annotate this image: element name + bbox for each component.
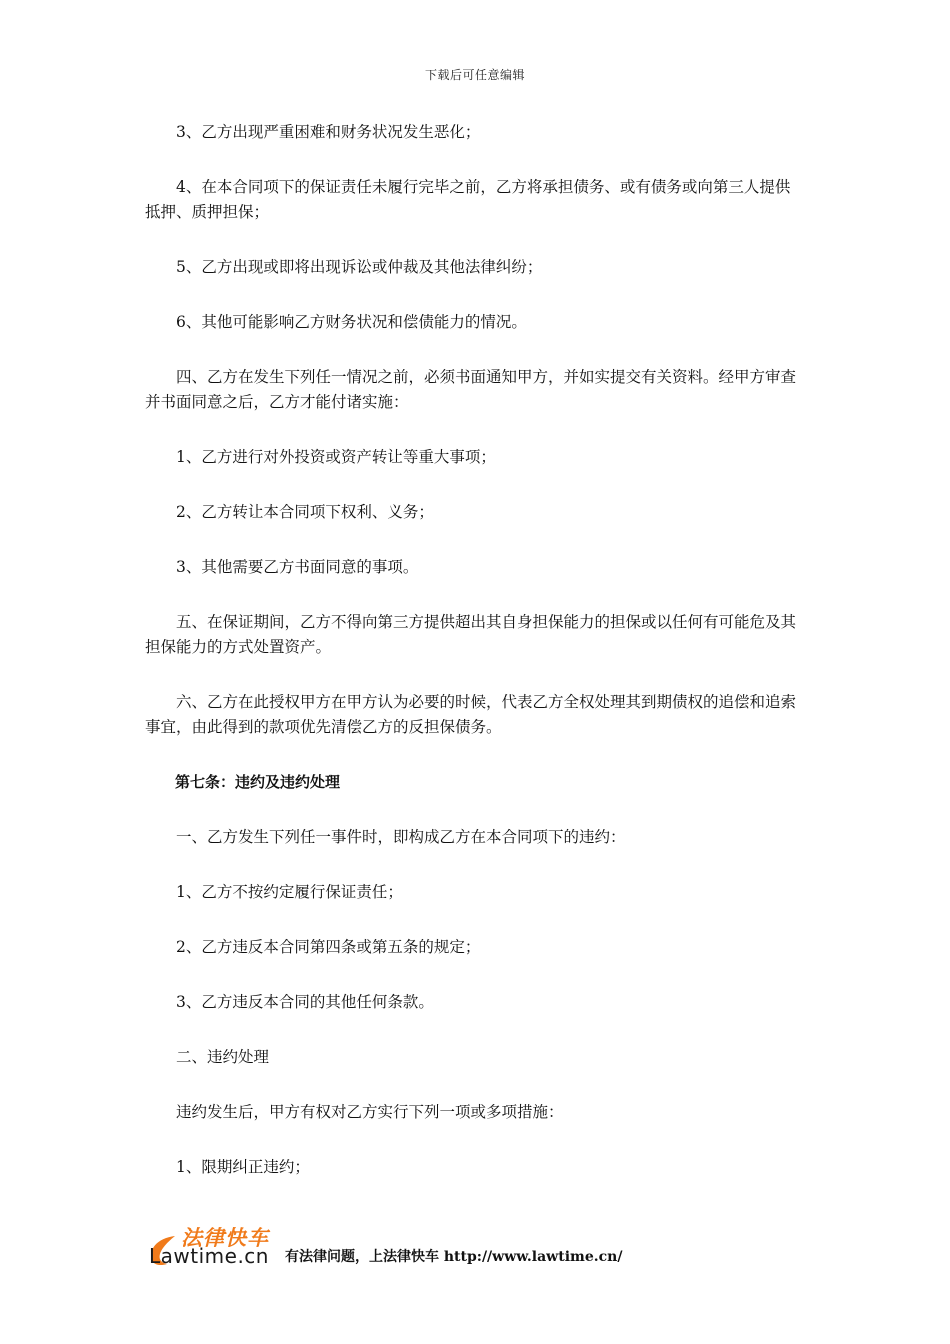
paragraph: 6、其他可能影响乙方财务状况和偿债能力的情况。 [176, 313, 527, 331]
lawtime-logo[interactable] [145, 1222, 285, 1270]
paragraph: 违约发生后，甲方有权对乙方实行下列一项或多项措施： [176, 1103, 564, 1121]
paragraph: 2、乙方转让本合同项下权利、义务； [176, 503, 434, 521]
paragraph: 4、在本合同项下的保证责任未履行完毕之前，乙方将承担债务、或有债务或向第三人提供抵押、质押担保； [145, 178, 791, 221]
paragraph: 一、乙方发生下列任一事件时，即构成乙方在本合同项下的违约： [176, 828, 626, 846]
paragraph: 2、乙方违反本合同第四条或第五条的规定； [176, 938, 481, 956]
paragraph: 3、乙方违反本合同的其他任何条款。 [176, 993, 434, 1011]
paragraph: 5、乙方出现或即将出现诉讼或仲裁及其他法律纠纷； [176, 258, 543, 276]
paragraph: 四、乙方在发生下列任一情况之前，必须书面通知甲方，并如实提交有关资料。经甲方审查并书面同意之后，乙方才能付诸实施： [145, 368, 797, 411]
logo-text-en: Lawtime.cn [149, 1244, 269, 1268]
header-note: 下载后可任意编辑 [424, 68, 525, 82]
paragraph: 3、其他需要乙方书面同意的事项。 [176, 558, 419, 576]
logo-text-cn: 法律快车 [181, 1226, 269, 1250]
paragraph: 五、在保证期间，乙方不得向第三方提供超出其自身担保能力的担保或以任何有可能危及其担保能力的方式处置资产。 [145, 613, 797, 656]
paragraph: 3、乙方出现严重困难和财务状况发生恶化； [176, 123, 481, 141]
paragraph: 1、乙方不按约定履行保证责任； [176, 883, 403, 901]
paragraph: 1、限期纠正违约； [176, 1158, 310, 1176]
document-body [145, 120, 805, 1180]
footer-link[interactable]: 有法律问题，上法律快车 http://www.lawtime.cn/ [285, 1249, 623, 1265]
section-heading: 第七条：违约及违约处理 [175, 773, 341, 791]
paragraph: 1、乙方进行对外投资或资产转让等重大事项； [176, 448, 496, 466]
paragraph: 二、违约处理 [176, 1048, 270, 1066]
footer [145, 1222, 845, 1272]
paragraph: 六、乙方在此授权甲方在甲方认为必要的时候，代表乙方全权处理其到期债权的追偿和追索事宜，由此得到的款项优先清偿乙方的反担保债务。 [145, 693, 797, 736]
